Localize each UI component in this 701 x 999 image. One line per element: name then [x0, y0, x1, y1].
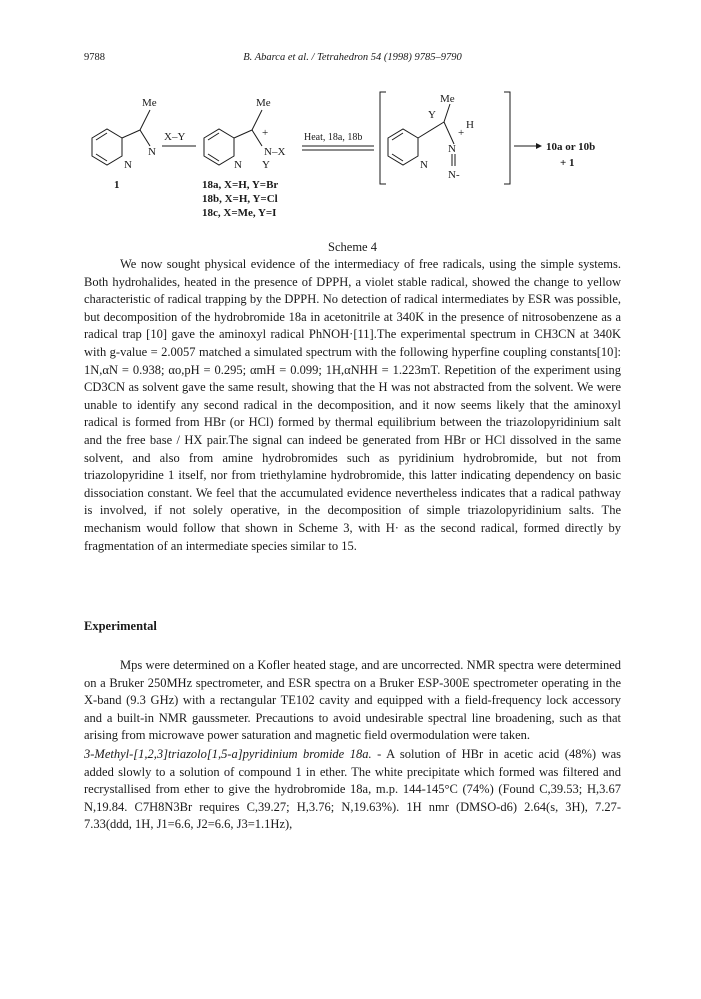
ring-n-2: N — [124, 159, 132, 171]
inter-plus: + — [458, 127, 465, 139]
salt-18-structure — [204, 110, 262, 165]
section-heading-experimental: Experimental — [84, 619, 157, 633]
product-label: 10a or 10b — [546, 141, 596, 153]
compound-18a-procedure — [84, 746, 621, 834]
results-paragraph — [84, 256, 621, 555]
inter-h-label: H — [466, 119, 474, 131]
bracket-right — [504, 92, 510, 184]
procedure-text: - A solution of HBr in acetic acid (48%) was added slowly to a solution of compound 1 in ether. The white precipitate which formed was filtered and recrystallised from ether to give the hydrobromide 18a, m.p. 144-145°C (74%) (Found C,39.53; H,3.67 N,19.84. C7H8N3Br requires C,39.27; H,3.76; N,19.63%). 1H nmr (DMSO-d6) 2.64(s, 3H), 7.27-7.33(ddd, 1H, J1=6.6, J2=6.6, J3=1.1Hz), — [84, 747, 621, 832]
y-minus-label: Y — [262, 159, 270, 171]
page-header — [84, 52, 621, 68]
inter-n-label: N — [448, 143, 456, 155]
product-arrowhead — [536, 143, 542, 149]
paragraph-text: Mps were determined on a Kofler heated stage, and are uncorrected. NMR spectra were determined on a Bruker 250MHz spectrometer, and ESR spectra on a Bruker ESP-300E spectrometer operating in the X-band (9.3 GHz) with a rectangular TE102 cavity and equipped with a field-frequency lock accessory and a built-in NMR gaussmeter. Precautions to avoid undesirable spectral line broadening, such as that arising from microwave power saturation and magnetic field overmodulation were taken. — [84, 658, 621, 743]
nx-label: N–X — [264, 146, 286, 158]
conditions-label: Heat, 18a, 18b — [304, 132, 363, 143]
salt-18b-label: 18b, X=H, Y=Cl — [202, 193, 278, 205]
ring-n-1: N — [148, 146, 156, 158]
salt-18c-label: 18c, X=Me, Y=I — [202, 207, 277, 219]
inter-ring-n-label: N — [420, 159, 428, 171]
product-plus-label: + 1 — [560, 157, 575, 169]
bracket-left — [380, 92, 386, 184]
intermediate-structure — [388, 104, 455, 166]
me-label-1: Me — [142, 97, 157, 109]
scheme-4-figure — [84, 88, 621, 238]
page-number: 9788 — [84, 52, 105, 63]
compound-label-1: 1 — [114, 179, 120, 191]
running-head: B. Abarca et al. / Tetrahedron 54 (1998) 9785–9790 — [243, 52, 462, 63]
plus-charge: + — [262, 127, 269, 139]
ring-n-3: N — [234, 159, 242, 171]
paragraph-text: We now sought physical evidence of the intermediacy of free radicals, using the simple systems. Both hydrohalides, heated in the presence of DPPH, a violet stable radical, showed the change to yellow characteristic of radical trapping by the DPPH. No detection of radical intermediates by ESR was possible, but decomposition of the hydrobromide 18a in acetonitrile at 340K in the presence of nitrosobenzene as a radical trap [10] gave the aminoxyl radical PhNOH·[11].The experimental spectrum in CH3CN at 340K with g-value = 2.0057 matched a simulated spectrum with the following hyperfine coupling constants[10]: 1N,αN = 0.938; αo,pH = 0.295; αmH = 0.099; 1H,αNHH = 1.223mT. Repetition of the experiment using CD3CN as solvent gave the same result, showing that the H was not abstracted from the solvent. We were unable to identify any second radical in the decomposition, and it now seems likely that the aminoxyl radical is formed from HBr (or HCl) formed by thermal equilibrium between the triazolopyridinium salt and the free base / HX pair.The signal can indeed be generated from HBr or HCl dissolved in the same solvent, and also from amine hydrobromides such as pyridinium hydrobromide, but not from triazolopyridine 1 itself, nor from triethylamine hydrobromide, this latter indicating dependency on basic dissociation constant. We feel that the accumulated evidence nevertheless indicates that a radical pathway is involved, if not solely operative, in the decomposition of simple triazolopyridinium salts. The mechanism would follow that shown in Scheme 3, with H· as the second radical, formed directly by fragmentation of an intermediate species similar to 15. — [84, 257, 621, 553]
compound-1-structure — [92, 110, 150, 165]
compound-18a-title: 3-Methyl-[1,2,3]triazolo[1,5-a]pyridinium bromide 18a. — [84, 747, 372, 761]
methods-paragraph — [84, 657, 621, 745]
me-label-3: Me — [440, 93, 455, 105]
me-label-2: Me — [256, 97, 271, 109]
inter-nminus-label: N- — [448, 169, 460, 181]
salt-18a-label: 18a, X=H, Y=Br — [202, 179, 279, 191]
reagent-label: X–Y — [164, 131, 186, 143]
scheme-caption: Scheme 4 — [328, 240, 377, 254]
inter-y-label: Y — [428, 109, 436, 121]
